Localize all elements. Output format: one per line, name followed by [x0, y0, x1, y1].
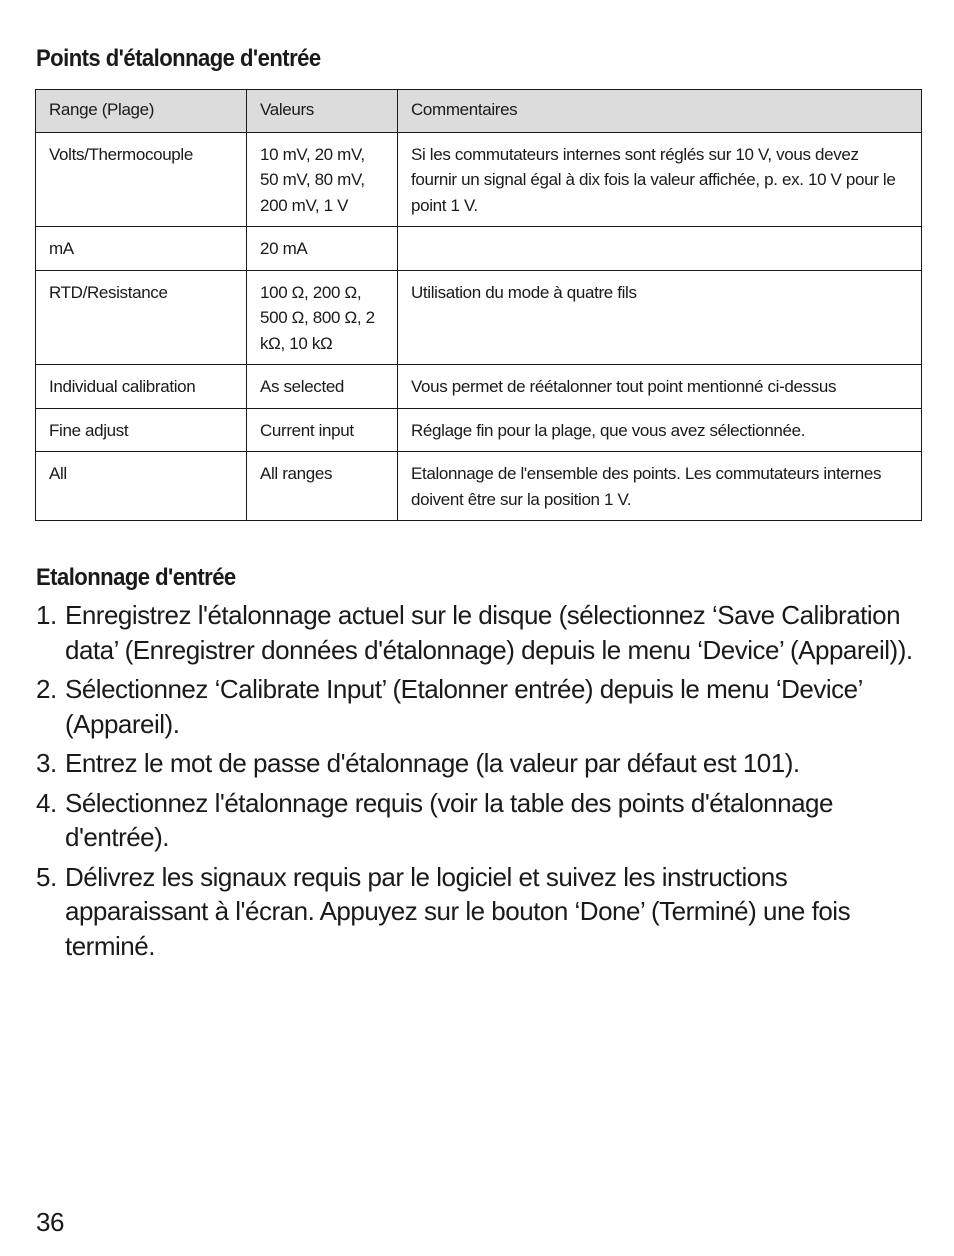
- step-text: Entrez le mot de passe d'étalonnage (la valeur par défaut est 101).: [65, 748, 800, 778]
- calibration-points-table: [35, 89, 922, 521]
- cell-values: As selected: [247, 365, 398, 409]
- cell-values: 10 mV, 20 mV, 50 mV, 80 mV, 200 mV, 1 V: [247, 132, 398, 227]
- table-row: [36, 227, 922, 271]
- step-number: 5.: [36, 861, 57, 892]
- cell-values: 20 mA: [247, 227, 398, 271]
- table-row: [36, 408, 922, 452]
- list-item: [36, 746, 916, 781]
- list-item: [36, 672, 916, 741]
- cell-range: Individual calibration: [36, 365, 247, 409]
- column-header-comments: Commentaires: [398, 90, 922, 133]
- column-header-values: Valeurs: [247, 90, 398, 133]
- column-header-range: Range (Plage): [36, 90, 247, 133]
- table-row: [36, 270, 922, 365]
- cell-comments: Si les commutateurs internes sont réglés sur 10 V, vous devez fournir un signal égal à dix fois la valeur affichée, p. ex. 10 V pour le point 1 V.: [398, 132, 922, 227]
- table-row: [36, 365, 922, 409]
- cell-values: Current input: [247, 408, 398, 452]
- cell-comments: Etalonnage de l'ensemble des points. Les commutateurs internes doivent être sur la position 1 V.: [398, 452, 922, 521]
- calibration-steps-list: [36, 598, 916, 968]
- step-text: Sélectionnez l'étalonnage requis (voir la table des points d'étalonnage d'entrée).: [65, 787, 833, 852]
- step-text: Délivrez les signaux requis par le logiciel et suivez les instructions apparaissant à l'écran. Appuyez sur le bouton ‘Done’ (Terminé) une fois terminé.: [65, 861, 851, 961]
- table-header-row: [36, 90, 922, 133]
- list-item: [36, 598, 916, 667]
- cell-comments: Réglage fin pour la plage, que vous avez sélectionnée.: [398, 408, 922, 452]
- cell-range: RTD/Resistance: [36, 270, 247, 365]
- step-number: 2.: [36, 674, 57, 704]
- table-row: [36, 132, 922, 227]
- cell-comments: [398, 227, 922, 271]
- list-item: [36, 860, 916, 964]
- list-item: [36, 786, 916, 855]
- cell-values: 100 Ω, 200 Ω, 500 Ω, 800 Ω, 2 kΩ, 10 kΩ: [247, 270, 398, 365]
- cell-values: All ranges: [247, 452, 398, 521]
- table-row: [36, 452, 922, 521]
- step-text: Enregistrez l'étalonnage actuel sur le disque (sélectionnez ‘Save Calibration data’ (Enregistrer données d'étalonnage) depuis le menu ‘Device’ (Appareil)).: [65, 600, 913, 665]
- section-title-calibration-points: Points d'étalonnage d'entrée: [36, 45, 321, 72]
- step-number: 1.: [36, 600, 57, 630]
- cell-range: mA: [36, 227, 247, 271]
- page-number: 36: [36, 1207, 64, 1237]
- cell-range: Volts/Thermocouple: [36, 132, 247, 227]
- cell-comments: Utilisation du mode à quatre fils: [398, 270, 922, 365]
- step-text: Sélectionnez ‘Calibrate Input’ (Etalonner entrée) depuis le menu ‘Device’ (Appareil).: [65, 674, 862, 739]
- step-number: 3.: [36, 748, 57, 778]
- cell-range: All: [36, 452, 247, 521]
- step-number: 4.: [36, 787, 57, 818]
- section-title-input-calibration: Etalonnage d'entrée: [36, 564, 236, 591]
- cell-range: Fine adjust: [36, 408, 247, 452]
- cell-comments: Vous permet de réétalonner tout point mentionné ci-dessus: [398, 365, 922, 409]
